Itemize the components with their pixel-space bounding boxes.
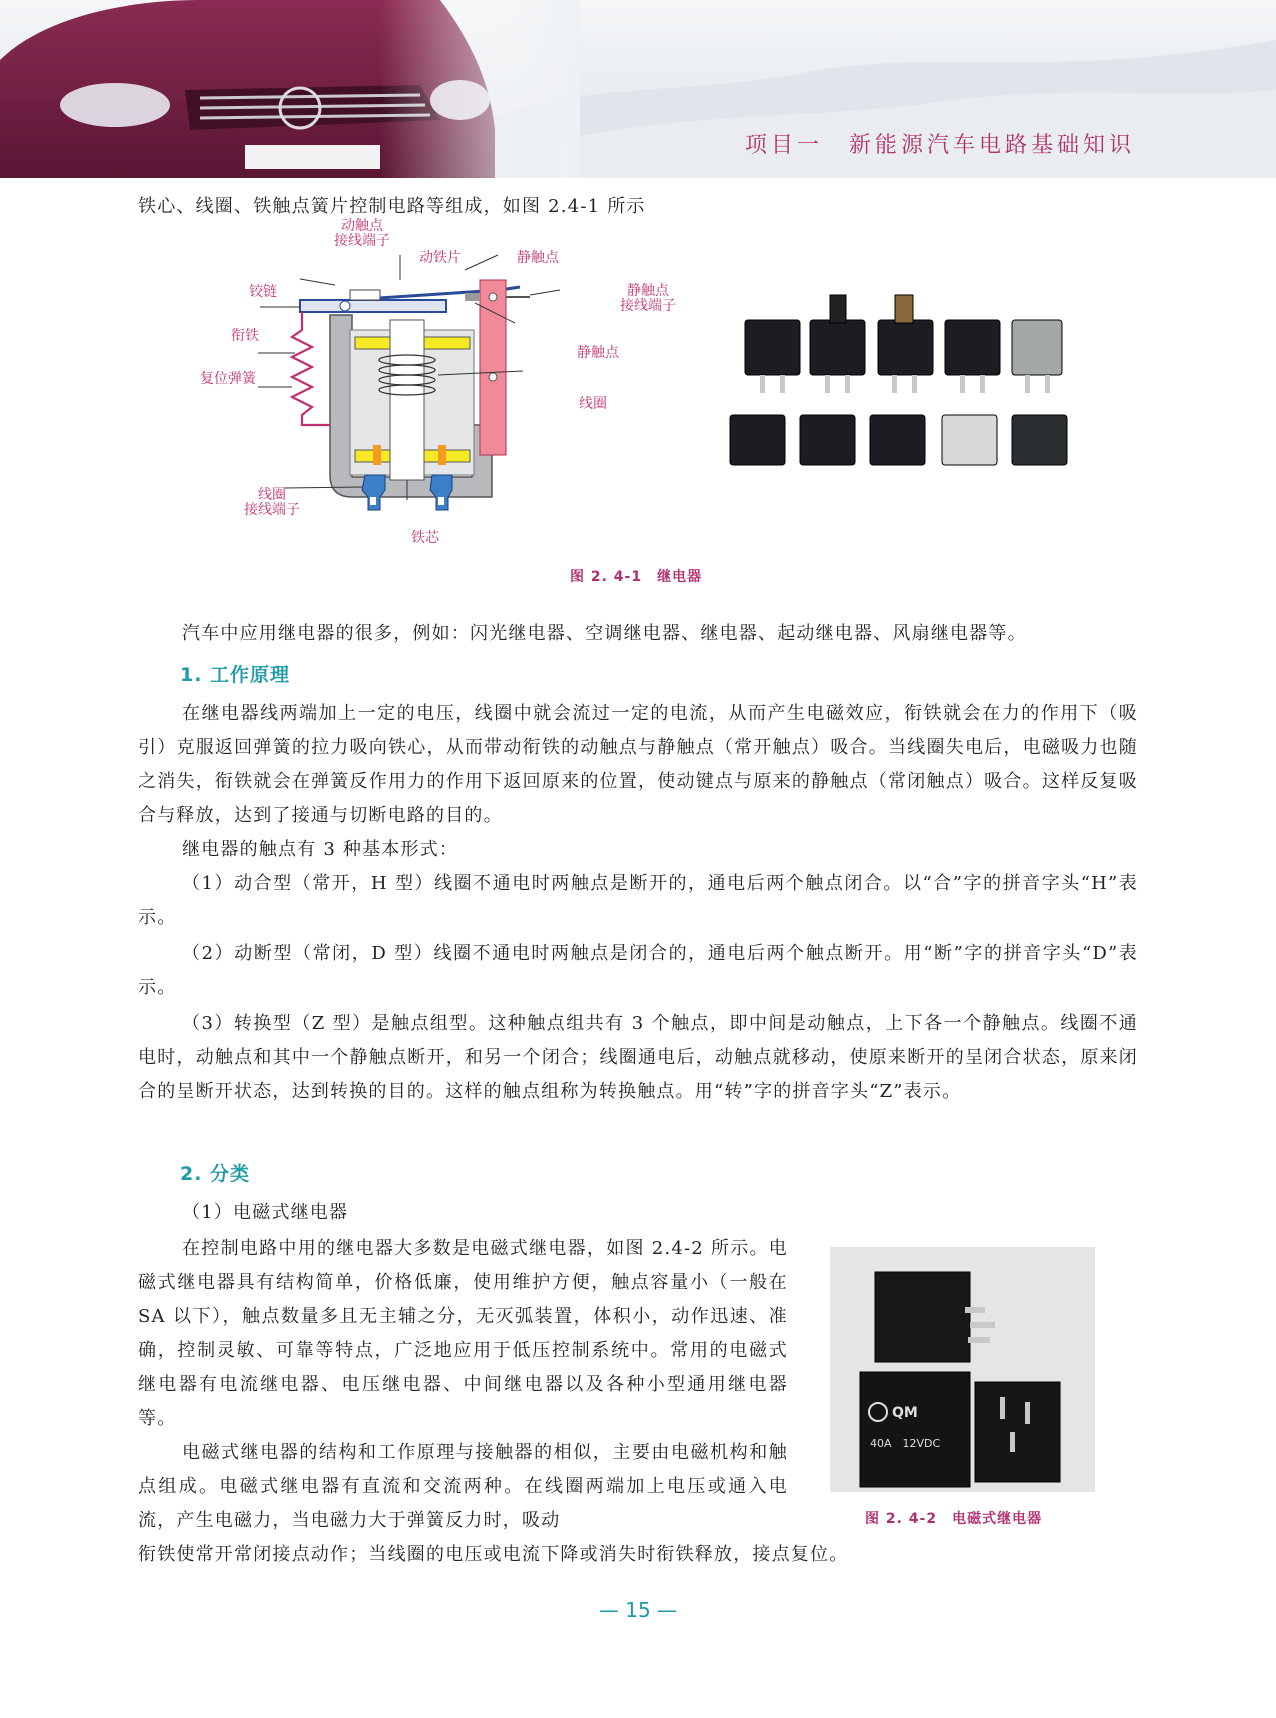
chapter-title: 项目一 新能源汽车电路基础知识 [745,133,1136,158]
figure1-caption: 图 2. 4-1 继电器 [570,569,703,585]
section1-para4: （2）动断型（常闭，D 型）线圈不通电时两触点是闭合的，通电后两个触点断开。用“断”字的拼音字头“D”表示。 [138,943,1138,998]
photo-brand-text: QM [892,1405,918,1421]
figure2-caption: 图 2. 4-2 电磁式继电器 [865,1511,1043,1527]
section1-para1: 在继电器线两端加上一定的电压，线圈中就会流过一定的电流，从而产生电磁效应，衔铁就会在力的作用下（吸引）克服返回弹簧的拉力吸向铁心，从而带动衔铁的动触点与静触点（常开触点）吸合。当线圈失电后，电磁吸力也随之消失，衔铁就会在弹簧反作用力的作用下返回原来的位置，使动键点与原来的静触点（常闭触点）吸合。这样反复吸合与释放，达到了接通与切断电路的目的。 [138,703,1138,826]
label-static-contact-terminal: 静触点 接线端子 [620,283,676,314]
label-coil-terminal: 线圈 接线端子 [244,487,300,518]
section2-para1: 在控制电路中用的继电器大多数是电磁式继电器，如图 2.4-2 所示。电磁式继电器具有结构简单，价格低廉，使用维护方便，触点容量小（一般在 SA 以下），触点数量多且无主辅之分，无灭弧装置，体积小，动作迅速、准确，控制灵敏、可靠等特点，广泛地应用于低压控制系统中。常用的电磁式继电器有电流继电器、电压继电器、中间继电器以及各种小型通用继电器等。 [138,1238,788,1429]
label-moving-contact-terminal: 动触点 接线端子 [334,218,390,249]
label-coil: 线圈 [579,396,607,412]
page-number: — 15 — [598,1598,678,1622]
section2-heading: 2. 分类 [180,1163,251,1185]
section1-para2: 继电器的触点有 3 种基本形式： [182,839,459,860]
label-moving-plate: 动铁片 [419,250,461,266]
section2-para2b: 衔铁使常开常闭接点动作；当线圈的电压或电流下降或消失时衔铁释放，接点复位。 [138,1544,849,1565]
section1-para3: （1）动合型（常开，H 型）线圈不通电时两触点是断开的，通电后两个触点闭合。以“合”字的拼音字头“H”表示。 [138,873,1138,928]
section2-para2a: 电磁式继电器的结构和工作原理与接触器的相似，主要由电磁机构和触点组成。电磁式继电器有直流和交流两种。在线圈两端加上电压或通入电流，产生电磁力，当电磁力大于弹簧反力时，吸动 [138,1442,788,1531]
page-header [0,0,1276,178]
section1-para5: （3）转换型（Z 型）是触点组型。这种触点组共有 3 个触点，即中间是动触点，上下各一个静触点。线圈不通电时，动触点和其中一个静触点断开，和另一个闭合；线圈通电后，动触点就移动，使原来断开的呈闭合状态，原来闭合的呈断开状态，达到转换的目的。这样的触点组称为转换触点。用“转”字的拼音字头“Z”表示。 [138,1013,1138,1102]
label-iron-core: 铁芯 [411,530,439,546]
section2-subheading: （1）电磁式继电器 [182,1202,349,1223]
section1-heading: 1. 工作原理 [180,664,291,686]
electromagnetic-relay-photo [830,1247,1095,1492]
relay-products-photo [720,290,1090,490]
photo-rating-text: 40A 12VDC [870,1437,941,1450]
para-usage: 汽车中应用继电器的很多，例如：闪光继电器、空调继电器、继电器、起动继电器、风扇继电器等。 [182,623,1027,644]
label-static-contact-mid: 静触点 [577,345,619,361]
label-return-spring: 复位弹簧 [200,371,256,387]
intro-line: 铁心、线圈、铁触点簧片控制电路等组成，如图 2.4-1 所示 [138,196,646,217]
label-static-contact-top: 静触点 [517,250,559,266]
label-armature: 衔铁 [231,328,259,344]
label-hinge: 铰链 [249,284,277,300]
